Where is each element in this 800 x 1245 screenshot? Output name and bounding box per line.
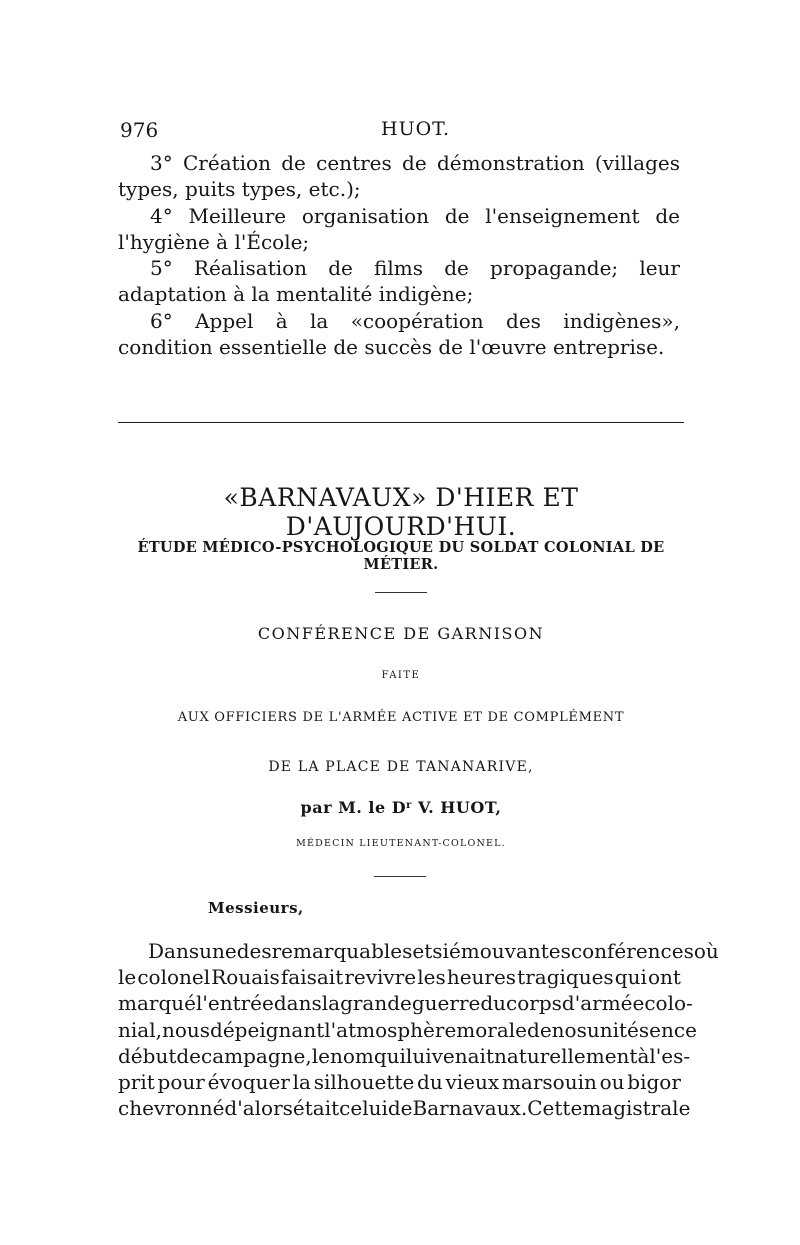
body-line: nial, nous dépeignant l'atmosphère morale de nos unités en ce <box>118 1017 697 1042</box>
body-line: prit pour évoquer la silhouette du vieux marsouin ou bigor <box>118 1070 681 1095</box>
faite-label: FAITE <box>381 670 421 681</box>
page-number: 976 <box>120 118 159 142</box>
running-title: HUOT. <box>381 118 451 140</box>
author-prefix: par M. le D <box>300 798 407 817</box>
place-line: DE LA PLACE DE TANANARIVE, <box>268 759 534 775</box>
list-item: 3° Création de centres de démonstration (villages types, puits types, etc.); <box>118 151 680 202</box>
numbered-list <box>118 150 680 360</box>
list-item: 6° Appel à la «coopération des indigènes», condition essentielle de succès de l'œuvre entreprise. <box>118 308 680 360</box>
author-line <box>118 798 684 817</box>
short-divider <box>375 592 427 593</box>
audience-line: AUX OFFICIERS DE L'ARMÉE ACTIVE ET DE COMPLÉMENT <box>177 710 625 725</box>
body-paragraph <box>118 938 719 1121</box>
body-line: Dans une des remarquables et si émouvantes conférences où <box>148 939 719 963</box>
author-name: V. HUOT, <box>417 798 502 817</box>
section-divider <box>118 422 684 423</box>
author-sup: r <box>406 800 412 811</box>
article-subtitle: ÉTUDE MÉDICO-PSYCHOLOGIQUE DU SOLDAT COLONIAL DE MÉTIER. <box>137 539 665 573</box>
conference-heading: CONFÉRENCE DE GARNISON <box>257 624 545 643</box>
body-line: début de campagne, le nom qui lui venait naturellement à l'es- <box>118 1043 691 1068</box>
body-line: le colonel Rouais faisait revivre les heures tragiques qui ont <box>118 965 681 990</box>
short-divider <box>374 876 426 877</box>
article-title: «BARNAVAUX» D'HIER ET D'AUJOURD'HUI. <box>223 483 579 541</box>
body-line: chevronné d'alors était celui de Barnavaux. Cette magistrale <box>118 1096 691 1121</box>
author-rank: MÉDECIN LIEUTENANT-COLONEL. <box>296 838 506 849</box>
list-item: 5° Réalisation de films de propagande; leur adaptation à la mentalité indigène; <box>118 256 680 307</box>
body-line: marqué l'entrée dans la grande guerre du corps d'armée colo- <box>118 991 693 1016</box>
salutation: Messieurs, <box>208 899 304 917</box>
list-item: 4° Meilleure organisation de l'enseignement de l'hygiène à l'École; <box>118 203 680 254</box>
